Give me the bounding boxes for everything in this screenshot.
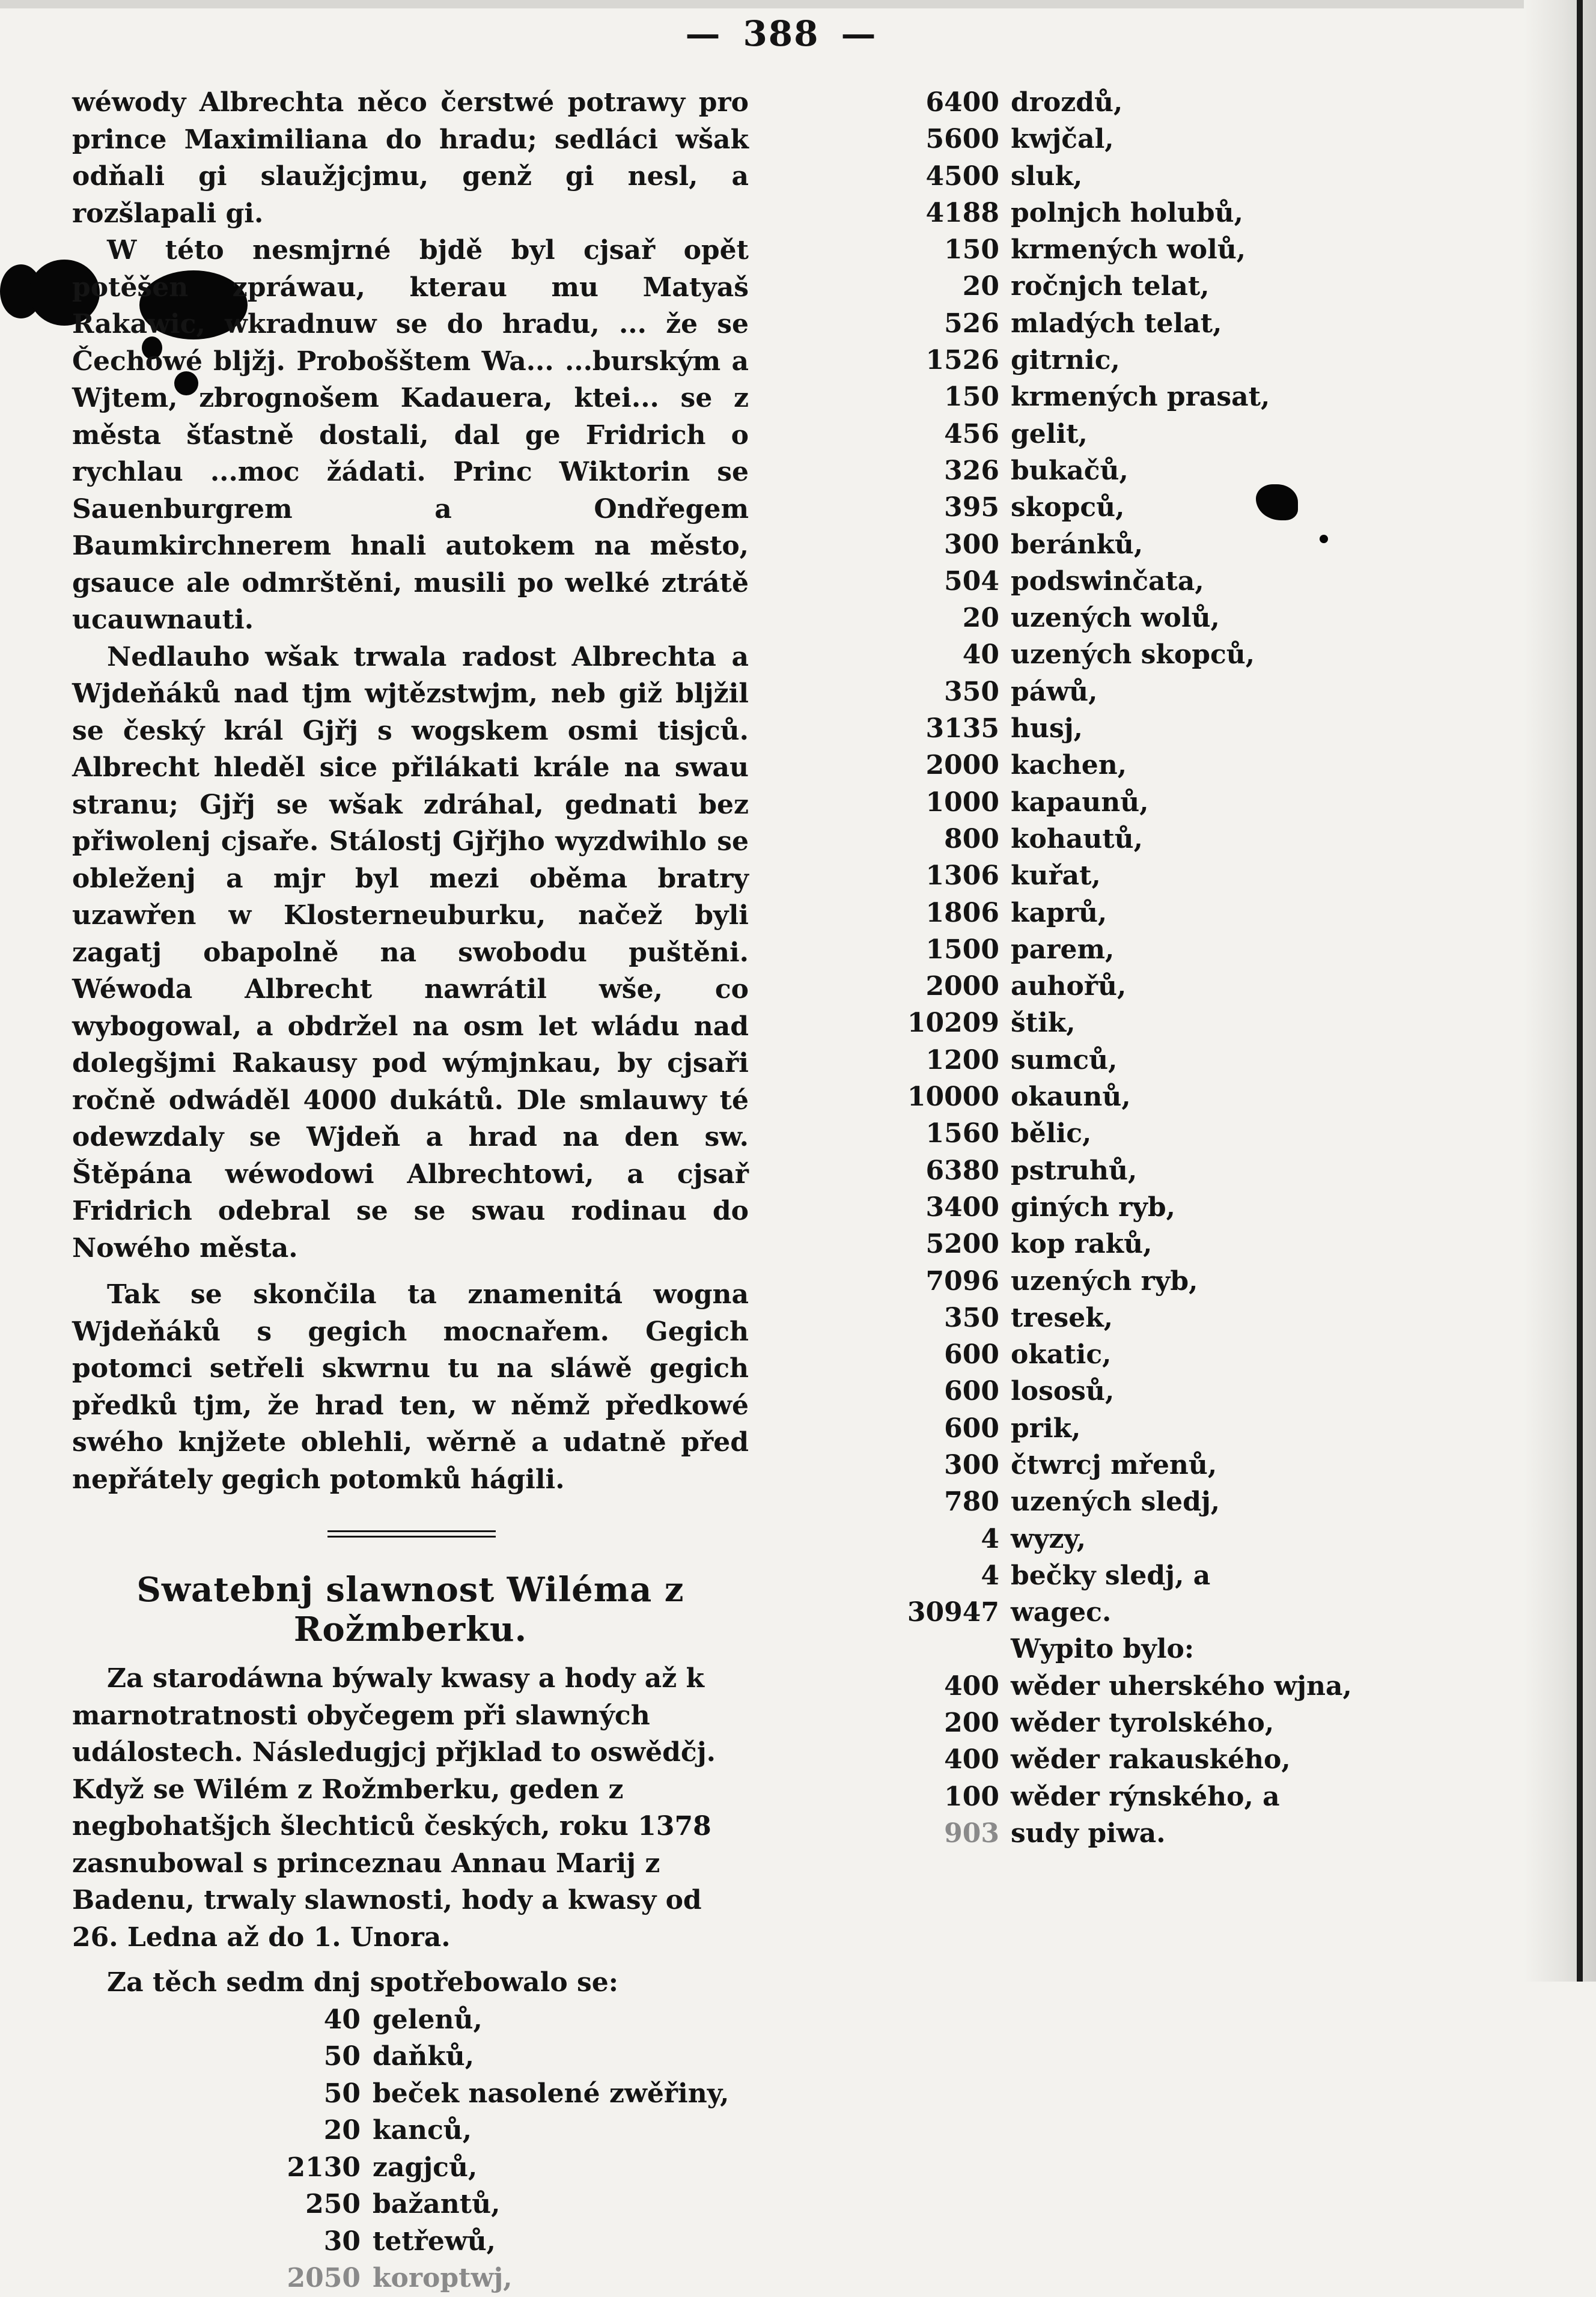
item-name: wyzy,	[1011, 1523, 1086, 1554]
list-item	[889, 452, 1310, 489]
item-quantity: 400	[944, 1744, 999, 1775]
item-name: čtwrcj mřenů,	[1011, 1449, 1217, 1480]
item-quantity: 20	[962, 603, 999, 634]
item-quantity: 600	[944, 1339, 999, 1371]
paragraph-2: W této nesmjrné bjdě byl cjsař opět potěšen zpráwau, kterau mu Matyaš Rakawic, wkradnuw se do hradu, ... že se Čechowé bljžj. Probošštem Wa... ...burským a Wjtem, zbrognošem Kadauera, ktei... se z města šťastně dostali, dal ge Fridrich o rychlau ...moc žádati. Princ Wiktorin se Sauenburgrem a Ondřegem Baumkirchnerem hnali autokem na město, gsauce ale odmrštěni, musili po welké ztrátě ucauwnauti.	[72, 235, 749, 635]
item-quantity: 5600	[925, 124, 999, 155]
paragraph-1: wéwody Albrechta něco čerstwé potrawy pro prince Maximiliana do hradu; sedláci wšak odňali gi slaužjcjmu, genž gi nesl, a rozšlapali gi.	[72, 87, 749, 229]
list-item	[889, 636, 1310, 673]
item-quantity: 600	[944, 1413, 999, 1444]
item-name: pstruhů,	[1011, 1155, 1138, 1186]
list-item	[889, 895, 1310, 931]
item-name: wěder uherského wjna,	[1011, 1670, 1352, 1702]
item-quantity: 50	[323, 2041, 361, 2072]
list-item	[889, 821, 1310, 857]
item-name: ročnjch telat,	[1011, 271, 1210, 302]
list-item	[889, 1300, 1310, 1336]
item-quantity: 3135	[925, 713, 999, 744]
list-item	[889, 674, 1310, 710]
item-name: sumců,	[1011, 1044, 1118, 1075]
item-quantity: 10209	[907, 1008, 999, 1039]
item-name: uzených skopců,	[1011, 639, 1255, 671]
list-item	[889, 1152, 1310, 1189]
list-item	[889, 158, 1310, 195]
item-name: skopců,	[1011, 492, 1125, 523]
list-item	[889, 1483, 1310, 1520]
item-quantity: 7096	[925, 1265, 999, 1297]
item-quantity: 300	[944, 1449, 999, 1480]
list-item	[889, 1005, 1310, 1041]
item-quantity: 1560	[925, 1118, 999, 1149]
item-name: prik,	[1011, 1413, 1081, 1444]
list-item	[889, 1336, 1310, 1373]
item-quantity: 600	[944, 1376, 999, 1407]
item-quantity: 10000	[907, 1082, 999, 1113]
item-name: tresek,	[1011, 1302, 1113, 1333]
item-quantity: 300	[944, 529, 999, 560]
ink-dot	[1320, 535, 1328, 543]
item-quantity: 2000	[925, 750, 999, 781]
paragraph-3: Nedlauho wšak trwala radost Albrechta a Wjdeňáků nad tjm wjtězstwjm, neb giž bljžil se český král Gjřj s wogskem osmi tisjců. Albrecht hleděl sice přilákati krále na swau stranu; Gjřj se wšak zdráhal, gednati bez přiwolenj cjsaře. Stálostj Gjřjho wyzdwihlo se obleženj a mjr byl mezi oběma bratry uzawřen w Klosterneuburku, načež byli zagatj obapolně na swobodu puštěni. Wéwoda Albrecht nawrátil wše, co wybogowal, a obdržel na osm let wládu nad dolegšjmi Rakausy pod wýmjnkau, by cjsaři ročně odwáděl 4000 dukátů. Dle smlauwy té odewzdaly se Wjdeň a hrad na den sw. Štěpána wéwodowi Albrechtowi, a cjsař Fridrich odebral se se swau rodinau do Nowého města.	[72, 641, 749, 1264]
list-item	[889, 231, 1310, 268]
page-number	[661, 13, 901, 54]
item-quantity: 400	[944, 1670, 999, 1702]
item-quantity: 350	[944, 676, 999, 707]
item-name: polnjch holubů,	[1011, 197, 1243, 228]
item-name: kohautů,	[1011, 823, 1143, 854]
page-number-dash-right: —	[841, 13, 877, 54]
list-item	[889, 1447, 1310, 1483]
list-item	[889, 600, 1310, 636]
list-item	[889, 1778, 1310, 1815]
list-item	[889, 268, 1310, 305]
left-inventory-list	[72, 2001, 749, 2297]
drunk-heading-row	[889, 1631, 1310, 1667]
item-name: okatic,	[1011, 1339, 1112, 1371]
item-quantity: 326	[944, 455, 999, 486]
item-quantity: 50	[323, 2078, 361, 2109]
item-quantity: 20	[323, 2115, 361, 2146]
item-name: podswinčata,	[1011, 565, 1204, 597]
paragraph-4: Tak se skončila ta znamenitá wogna Wjdeňáků s gegich mocnařem. Gegich potomci setřeli skwrnu tu na sláwě gegich předků tjm, že hrad ten, w němž předkowé swého knjžete oblehli, wěrně a udatně před nepřátely gegich potomků hágili.	[72, 1279, 749, 1495]
list-item	[889, 784, 1310, 821]
list-item	[889, 1741, 1310, 1778]
item-name: okaunů,	[1011, 1082, 1131, 1113]
item-name: kaprů,	[1011, 897, 1107, 928]
item-quantity: 4	[981, 1560, 999, 1591]
item-quantity: 40	[962, 639, 999, 671]
item-name: parem,	[1011, 934, 1115, 965]
list-item	[72, 2112, 749, 2149]
item-name: páwů,	[1011, 676, 1098, 707]
item-name: kwjčal,	[1011, 124, 1114, 155]
item-name: kanců,	[373, 2115, 472, 2146]
item-quantity: 1806	[925, 897, 999, 928]
item-name: gitrnic,	[1011, 345, 1120, 376]
list-item	[889, 1410, 1310, 1447]
item-name: lososů,	[1011, 1376, 1115, 1407]
item-name: kuřat,	[1011, 860, 1101, 892]
list-item	[889, 1668, 1352, 1705]
list-item	[889, 1521, 1310, 1557]
item-name: kapaunů,	[1011, 786, 1149, 818]
item-quantity: 4	[981, 1523, 999, 1554]
item-name: beček nasolené zwěřiny,	[373, 2078, 729, 2109]
list-item	[889, 1373, 1310, 1410]
item-name: bukačů,	[1011, 455, 1128, 486]
item-name: uzených ryb,	[1011, 1265, 1198, 1297]
item-name: daňků,	[373, 2041, 475, 2072]
item-name: bažantů,	[373, 2189, 501, 2219]
item-name: husj,	[1011, 713, 1083, 744]
item-quantity: 1000	[925, 786, 999, 818]
list-item	[889, 1079, 1310, 1115]
item-quantity: 1200	[925, 1044, 999, 1075]
item-name: krmených prasat,	[1011, 382, 1270, 413]
list-item	[889, 747, 1310, 783]
item-quantity: 3400	[925, 1191, 999, 1223]
item-quantity: 150	[944, 382, 999, 413]
item-name: drozdů,	[1011, 87, 1123, 118]
list-item	[889, 1263, 1310, 1300]
list-item	[889, 489, 1310, 526]
list-item	[889, 121, 1310, 157]
page-number-dash-left: —	[685, 13, 722, 54]
list-item	[72, 2075, 749, 2113]
item-quantity: 2130	[287, 2152, 361, 2183]
item-name: beránků,	[1011, 529, 1144, 560]
section-heading: Swatebnj slawnost Wiléma z Rožmberku.	[136, 1570, 684, 1649]
item-quantity: 20	[962, 271, 999, 302]
item-name: wěder rýnského, a	[1011, 1781, 1280, 1812]
item-name: koroptwj,	[373, 2263, 513, 2293]
item-name: uzených wolů,	[1011, 603, 1220, 634]
list-item	[72, 2149, 749, 2186]
list-item	[889, 857, 1310, 894]
item-quantity: 903	[944, 1818, 999, 1849]
list-item	[889, 526, 1310, 563]
item-quantity: 30	[323, 2226, 361, 2257]
list-item	[889, 710, 1310, 747]
scan-top-edge	[0, 0, 1596, 8]
item-quantity: 800	[944, 823, 999, 854]
item-quantity: 504	[944, 565, 999, 597]
list-item	[889, 416, 1310, 452]
item-name: bečky sledj, a	[1011, 1560, 1211, 1591]
right-column	[889, 84, 1352, 1852]
item-name: kop raků,	[1011, 1229, 1153, 1260]
item-name: krmených wolů,	[1011, 234, 1246, 266]
item-quantity: 40	[323, 2004, 361, 2035]
item-name: uzených sledj,	[1011, 1486, 1220, 1518]
item-quantity: 150	[944, 234, 999, 266]
item-quantity: 4188	[925, 197, 999, 228]
item-quantity: 4500	[925, 160, 999, 192]
item-quantity: 30947	[907, 1597, 999, 1628]
item-quantity: 100	[944, 1781, 999, 1812]
item-name: sudy piwa.	[1011, 1818, 1166, 1849]
item-name: zagjců,	[373, 2152, 478, 2183]
list-item	[889, 1594, 1310, 1631]
item-name: gelenů,	[373, 2004, 483, 2035]
consumed-intro: Za těch sedm dnj spotřebowalo se:	[107, 1967, 619, 1998]
item-quantity: 350	[944, 1302, 999, 1333]
list-item	[889, 305, 1310, 342]
item-quantity: 526	[944, 308, 999, 339]
list-item	[889, 563, 1310, 600]
item-name: tetřewů,	[373, 2226, 496, 2257]
item-name: kachen,	[1011, 750, 1127, 781]
item-name: giných ryb,	[1011, 1191, 1175, 1223]
scan-right-edge	[1524, 0, 1596, 1982]
section-divider	[72, 1498, 749, 1570]
item-quantity: 2000	[925, 971, 999, 1002]
item-quantity: 250	[305, 2189, 361, 2219]
list-item	[889, 379, 1310, 415]
item-quantity: 1306	[925, 860, 999, 892]
left-column	[72, 84, 749, 2297]
page-edge-line	[1577, 0, 1583, 1982]
list-item	[889, 1557, 1310, 1594]
item-quantity: 456	[944, 418, 999, 449]
list-item	[889, 1815, 1310, 1852]
list-item	[889, 1042, 1310, 1079]
item-name: štik,	[1011, 1008, 1076, 1039]
item-quantity: 2050	[287, 2263, 361, 2293]
right-inventory-list	[889, 84, 1352, 1852]
item-quantity: 6380	[925, 1155, 999, 1186]
item-name: sluk,	[1011, 160, 1083, 192]
list-item	[889, 84, 1310, 121]
item-name: wagec.	[1011, 1597, 1112, 1628]
item-quantity: 6400	[925, 87, 999, 118]
list-item	[72, 2001, 749, 2039]
list-item	[72, 2186, 749, 2223]
list-item	[72, 2223, 749, 2260]
section-intro: Za starodáwna býwaly kwasy a hody až k marnotratnosti obyčegem při slawných událostech. Následugjcj přjklad to oswědčj. Když se Wilém z Rožmberku, geden z negbohatšjch šlechticů českých, roku 1378 zasnubowal s princeznau Annau Marij z Badenu, trwaly slawnosti, hody a kwasy od 26. Ledna až do 1. Unora.	[72, 1663, 716, 1953]
item-name: mladých telat,	[1011, 308, 1222, 339]
item-quantity: 5200	[925, 1229, 999, 1260]
item-quantity: 1500	[925, 934, 999, 965]
list-item	[72, 2038, 749, 2075]
item-quantity: 780	[944, 1486, 999, 1518]
list-item	[889, 1115, 1310, 1152]
item-name: bělic,	[1011, 1118, 1092, 1149]
list-item	[889, 968, 1310, 1005]
list-item	[889, 1189, 1310, 1226]
item-name: wěder rakauského,	[1011, 1744, 1291, 1775]
item-name: gelit,	[1011, 418, 1088, 449]
list-item	[889, 342, 1310, 379]
list-item	[889, 1705, 1310, 1741]
list-item	[889, 931, 1310, 968]
item-quantity: 200	[944, 1708, 999, 1739]
item-quantity: 1526	[925, 345, 999, 376]
list-item	[889, 1226, 1310, 1262]
list-item	[889, 195, 1310, 231]
item-name: auhořů,	[1011, 971, 1127, 1002]
item-quantity: 395	[944, 492, 999, 523]
list-item	[72, 2260, 749, 2297]
page-number-value: 388	[743, 13, 820, 54]
item-name: wěder tyrolského,	[1011, 1708, 1275, 1739]
drunk-heading: Wypito bylo:	[1011, 1634, 1195, 1665]
